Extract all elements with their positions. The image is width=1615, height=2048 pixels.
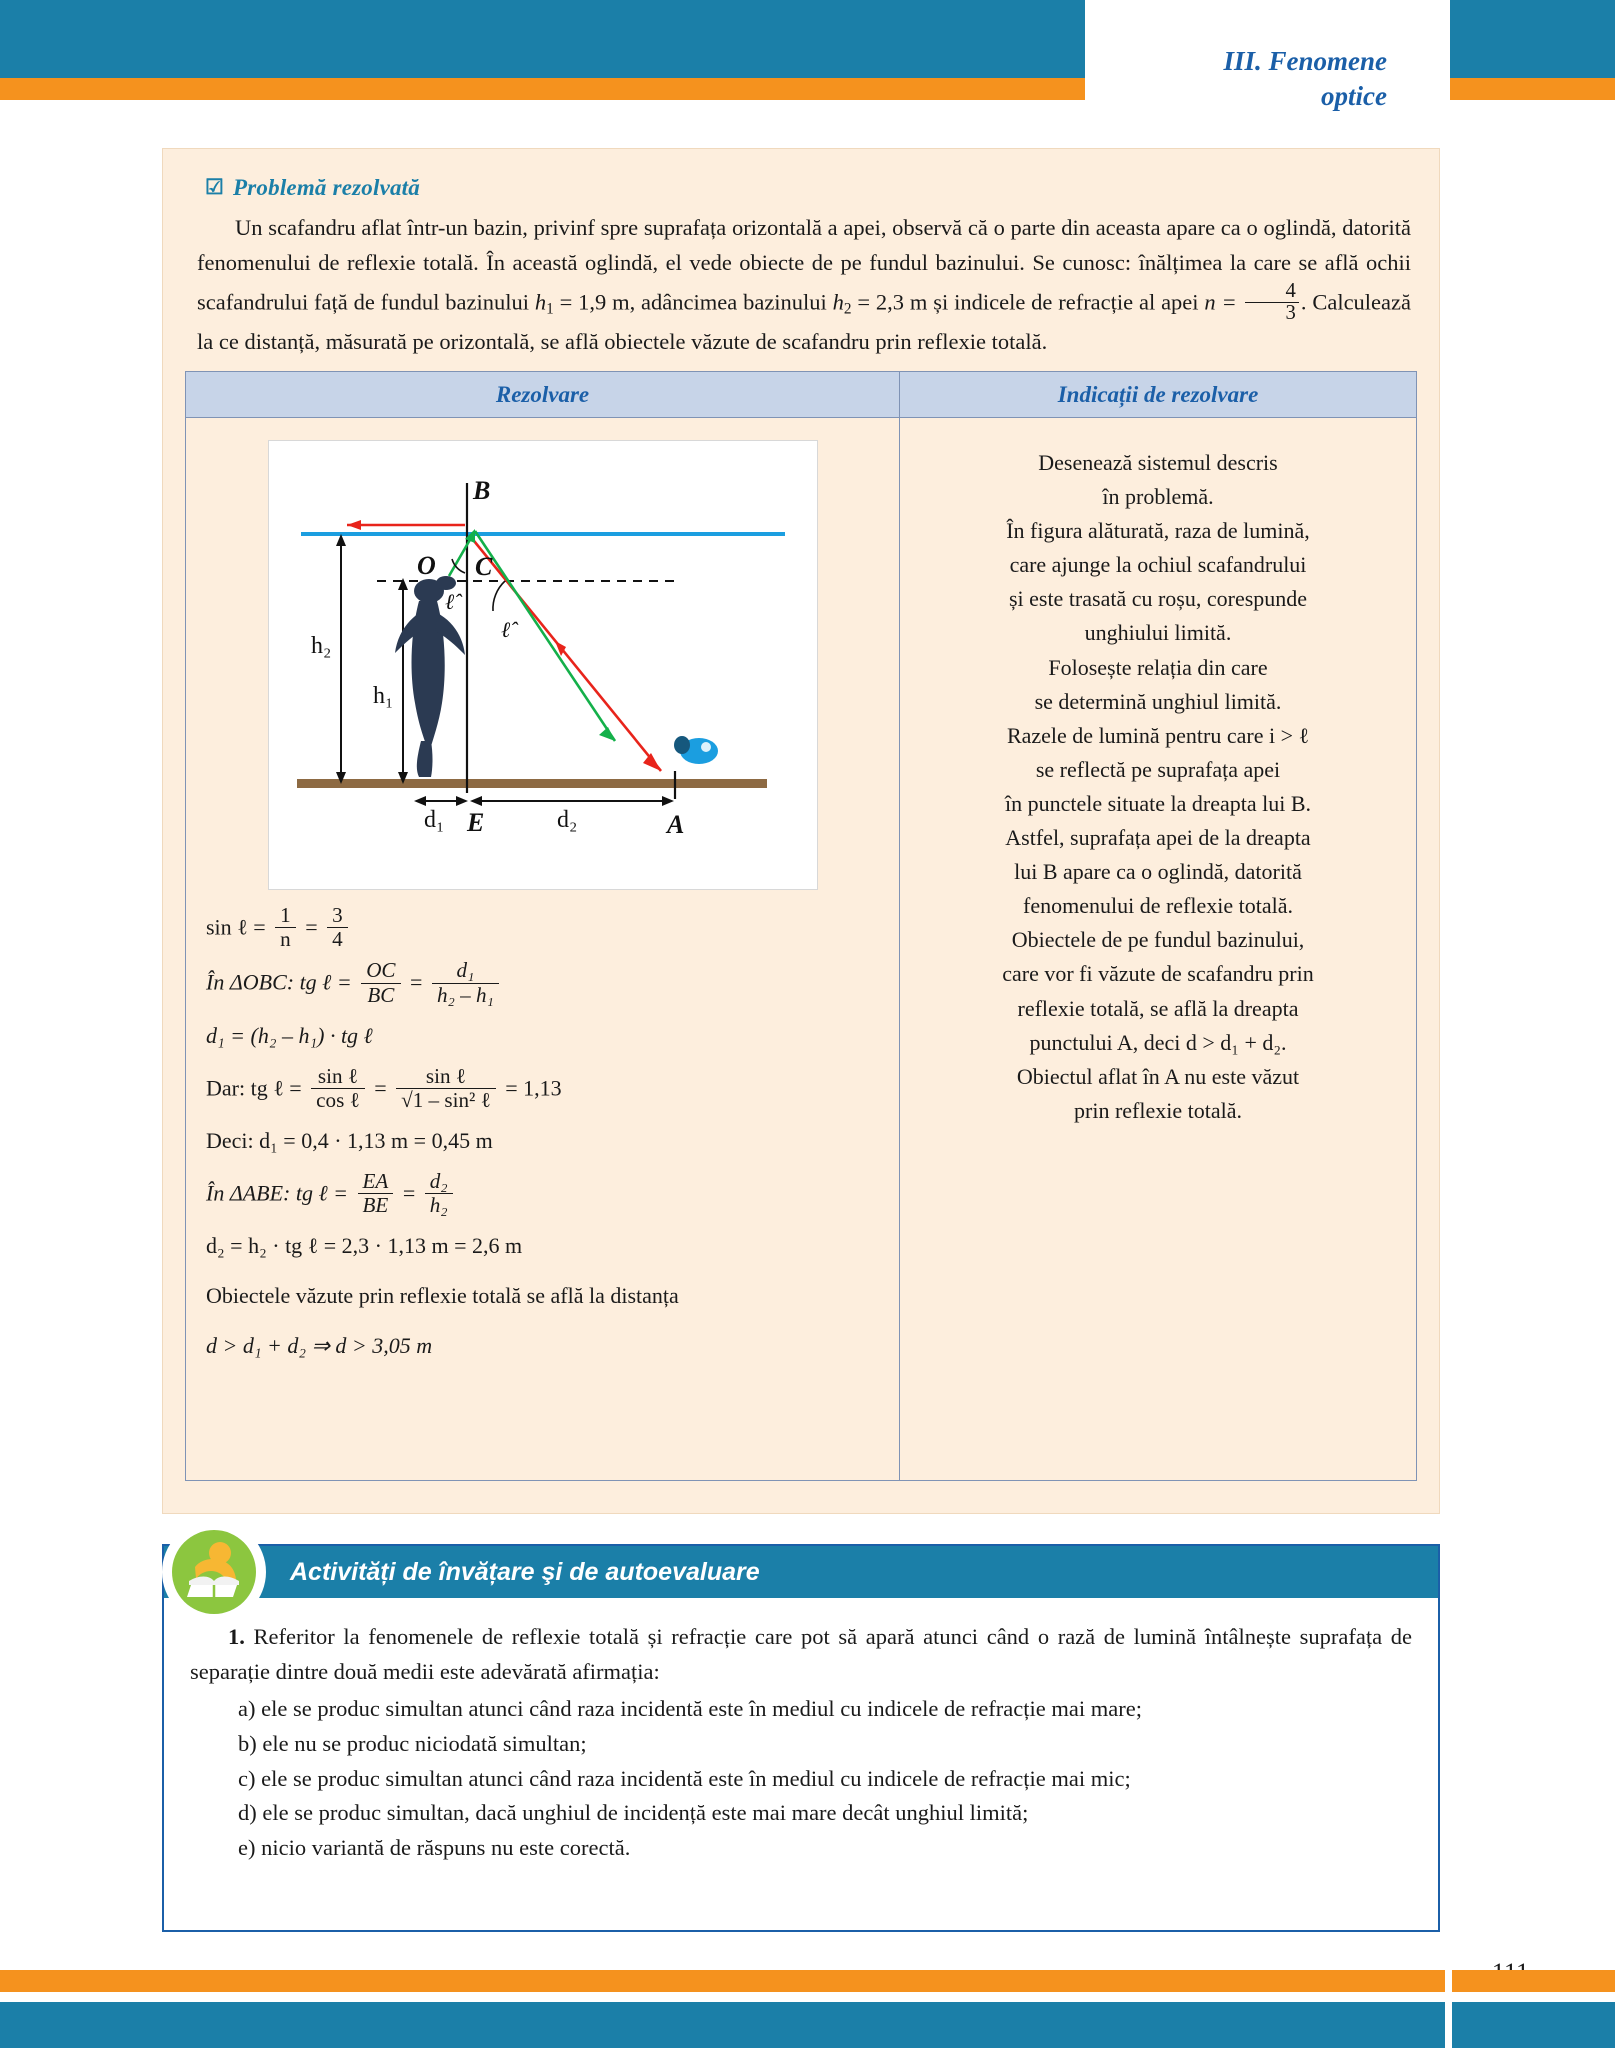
solution-table (185, 371, 1417, 1481)
math-line-6-lhs: În ΔABE: tg ℓ = (206, 1180, 349, 1206)
math-line-6-frac2 (425, 1170, 453, 1217)
solution-left-cell (186, 418, 900, 1480)
label-E: E (466, 808, 484, 837)
indication-line: Razele de lumină pentru care i > ℓ (1006, 722, 1310, 748)
math-line-6-frac2-num: d₂ (429, 1169, 448, 1193)
math-line-4-frac1-den: cos ℓ (311, 1088, 365, 1112)
activities-content (164, 1604, 1438, 1866)
math-line-7: d₂ = h₂ · tg ℓ = 2,3 · 1,13 m = 2,6 m (206, 1233, 523, 1259)
indication-line: Desenează sistemul descris (1038, 450, 1278, 475)
indication-line: Obiectul aflat în A nu este văzut (1016, 1063, 1300, 1089)
math-line-2-eq: = (410, 970, 423, 996)
footer-bar-blue-left (0, 2002, 1445, 2048)
math-line-4-frac1-num: sin ℓ (317, 1063, 358, 1088)
math-line-4-result: = 1,13 (505, 1075, 562, 1101)
math-line-2-frac1-den: BC (361, 983, 400, 1007)
math-line-6-frac1-num: EA (362, 1169, 389, 1193)
indication-line: punctului A, deci d > d₁ + d₂. (1029, 1029, 1287, 1055)
math-line-9: d > d₁ + d₂ ⇒ d > 3,05 m (206, 1333, 433, 1359)
label-A: A (666, 810, 684, 839)
math-line-2 (206, 959, 886, 1006)
math-line-1-frac2-num: 3 (332, 903, 343, 927)
indication-line: unghiului limită. (1084, 620, 1232, 646)
label-angle-2: ℓ̂ (500, 617, 510, 642)
fraction-numerator: 4 (1285, 279, 1296, 302)
label-O: O (416, 551, 436, 580)
solved-problem-panel (162, 148, 1440, 1514)
header-bar-orange-left (0, 78, 1085, 100)
math-line-6-frac2-den: h₂ (425, 1193, 453, 1217)
indication-line: se reflectă pe suprafața apei (1035, 756, 1281, 782)
indication-line: În figura alăturată, raza de lumină, (1006, 518, 1310, 544)
problem-h2-value: = 2,3 m și indicele de refracție al apei (857, 289, 1205, 315)
math-line-1-frac1-num: 1 (280, 903, 291, 927)
indication-line: reflexie totală, se află la dreapta (1017, 995, 1299, 1021)
math-line-1-frac1-den: n (275, 927, 296, 951)
math-line-6-frac1-den: BE (358, 1193, 394, 1217)
label-B: B (472, 476, 490, 505)
activity-option-e[interactable]: e) nicio variantă de răspuns nu este corectă. (238, 1835, 631, 1861)
math-line-3: d₁ = (h₂ – h₁) · tg ℓ (206, 1022, 373, 1048)
chapter-title-line1: III. Fenomene (1223, 46, 1387, 76)
activity-question-number: 1. (228, 1624, 245, 1649)
label-d2: d₂ (556, 807, 577, 833)
math-line-4-frac1 (311, 1065, 365, 1112)
solution-right-cell (900, 418, 1416, 1480)
activity-question-text: Referitor la fenomenele de reflexie totală și refracție care pot să apară atunci când o rază de lumină întâlnește suprafața de separație dintre două medii este adevărată afirmația: (190, 1624, 1412, 1684)
problem-h1-value: = 1,9 m, adâncimea bazinului (559, 289, 833, 315)
label-angle-1: ℓ̂ (444, 589, 454, 614)
math-line-1-frac2 (327, 904, 348, 951)
math-line-1-lhs: sin ℓ = (206, 914, 266, 940)
math-line-1-frac2-den: 4 (327, 927, 348, 951)
footer-bar-orange-right (1452, 1970, 1615, 1992)
indication-line: prin reflexie totală. (1074, 1097, 1242, 1123)
math-line-6 (206, 1170, 886, 1217)
angle-arc-2 (492, 581, 504, 611)
activity-option-c[interactable]: c) ele se produc simultan atunci când raza incidentă este în mediul cu indicele de refracție mai mic; (238, 1765, 1131, 1791)
problem-n-equals: n = (1204, 289, 1243, 315)
problem-statement-part1: Un scafandru aflat într-un bazin, privinf spre suprafața orizontală a apei, observă că o parte din aceasta apare ca o oglindă, datorită fenomenului de reflexie totală. În această oglindă, el vede obiecte de pe fundul bazinului. Se cunosc: înălțimea la care se află ochii scafandrului față de fundul bazinului (197, 215, 1411, 315)
math-line-4-frac2 (396, 1065, 496, 1112)
footer-bar-blue-right (1452, 2002, 1615, 2048)
indication-line: și este trasată cu roșu, corespunde (1008, 586, 1308, 612)
solution-table-header (186, 372, 1416, 418)
math-line-2-frac2-den: h₂ – h₁ (432, 983, 499, 1007)
math-line-4-lhs: Dar: tg ℓ = (206, 1075, 302, 1101)
activity-question-1 (190, 1620, 1412, 1690)
solution-header-indicatii: Indicații de rezolvare (1057, 381, 1259, 407)
math-line-4-eq: = (374, 1075, 387, 1101)
math-line-4-frac2-den: √1 – sin² ℓ (396, 1088, 496, 1112)
incident-ray-red (470, 536, 661, 771)
problem-statement-part2: . Calculează la ce distanță, măsurată pe orizontală, se află obiectele văzute de scafandru prin reflexie totală. (197, 289, 1412, 355)
indication-line: în problemă. (1102, 484, 1214, 510)
math-line-1-frac1 (275, 904, 296, 951)
activity-option-b[interactable]: b) ele nu se produc niciodată simultan; (238, 1730, 587, 1756)
indication-line: care ajunge la ochiul scafandrului (1009, 552, 1307, 578)
solution-math (206, 904, 886, 1375)
activity-option-a[interactable]: a) ele se produc simultan atunci când raza incidentă este în mediul cu indicele de refracție mai mare; (238, 1695, 1142, 1721)
footer-bar-orange-left (0, 1970, 1445, 1992)
header-bar-blue-right (1450, 0, 1615, 78)
label-h2: h₂ (310, 633, 331, 659)
checkbox-icon: ☑ (205, 175, 225, 199)
label-C: C (474, 552, 492, 581)
math-line-6-frac1 (358, 1170, 394, 1217)
fraction-four-thirds (1245, 281, 1299, 325)
optics-diagram (268, 440, 818, 890)
solution-table-body (186, 418, 1416, 1480)
label-h1: h₁ (372, 683, 393, 709)
activities-title: Activități de învățare şi de autoevaluare (290, 1558, 760, 1586)
pool-bottom-icon (297, 779, 767, 788)
math-line-8: Obiectele văzute prin reflexie totală se află la distanța (206, 1283, 679, 1309)
indication-line: Astfel, suprafața apei de la dreapta (1005, 825, 1311, 851)
activity-option-d[interactable]: d) ele se produc simultan, dacă unghiul de incidență este mai mare decât unghiul limită; (238, 1800, 1029, 1826)
indication-line: se determină unghiul limită. (1034, 688, 1282, 714)
diver-silhouette-icon (395, 576, 465, 777)
header-bar-orange-right (1450, 78, 1615, 100)
indication-line: Obiectele de pe fundul bazinului, (1011, 927, 1305, 953)
fraction-denominator: 3 (1245, 302, 1299, 325)
solution-header-rezolvare: Rezolvare (186, 372, 900, 417)
math-line-4 (206, 1065, 886, 1112)
indication-line: lui B apare ca o oglindă, datorită (1014, 859, 1302, 885)
math-line-6-eq: = (402, 1180, 416, 1206)
math-line-2-frac2 (432, 959, 499, 1006)
optics-diagram-svg (269, 441, 819, 891)
math-line-2-frac2-num: d₁ (456, 958, 475, 983)
chapter-title (1090, 44, 1445, 113)
math-line-1 (206, 904, 886, 951)
label-d1: d₁ (423, 807, 444, 833)
flashlight-icon (674, 736, 718, 764)
indication-line: Folosește relația din care (1048, 654, 1268, 680)
chapter-title-line2: optice (1321, 80, 1387, 111)
math-line-2-frac1 (361, 959, 400, 1006)
solved-problem-tag-label: Problemă rezolvată (233, 175, 420, 200)
problem-statement: Un scafandru aflat într-un bazin, privinf spre suprafața orizontală a apei, observă că o parte din aceasta apare ca o oglindă, datorită fenomenului de reflexie totală. În această oglindă, el vede obiecte de pe fundul bazinului. Se cunosc: înălțimea la care se află ochii scafandrului față de fundul bazinului $h_1 = 1,9$ m, adâncimea bazinului $h_2 = 2,3$ m și indicele de refracție al apei n = $\frac{4}{3}$ . Calculează la ce distanță, măsurată pe orizontală, se află obiectele văzute de scafandru prin reflexie totală. (197, 215, 1412, 355)
math-line-2-frac1-num: OC (366, 958, 396, 983)
indication-line: în punctele situate la dreapta lui B. (1004, 790, 1312, 816)
math-line-2-lhs: În ΔOBC: tg ℓ = (206, 970, 352, 996)
refracted-ray-green (475, 531, 615, 741)
indication-line: care vor fi văzute de scafandru prin (1002, 961, 1314, 987)
math-line-1-eq: = (305, 914, 318, 940)
header-bar-blue-left (0, 0, 1085, 78)
math-line-5: Deci: d₁ = 0,4 · 1,13 m = 0,45 m (206, 1128, 493, 1154)
indication-line: fenomenului de reflexie totală. (1023, 893, 1293, 919)
math-line-4-frac2-num: sin ℓ (425, 1063, 466, 1088)
activities-panel (162, 1544, 1440, 1932)
solved-problem-tag (205, 175, 420, 201)
